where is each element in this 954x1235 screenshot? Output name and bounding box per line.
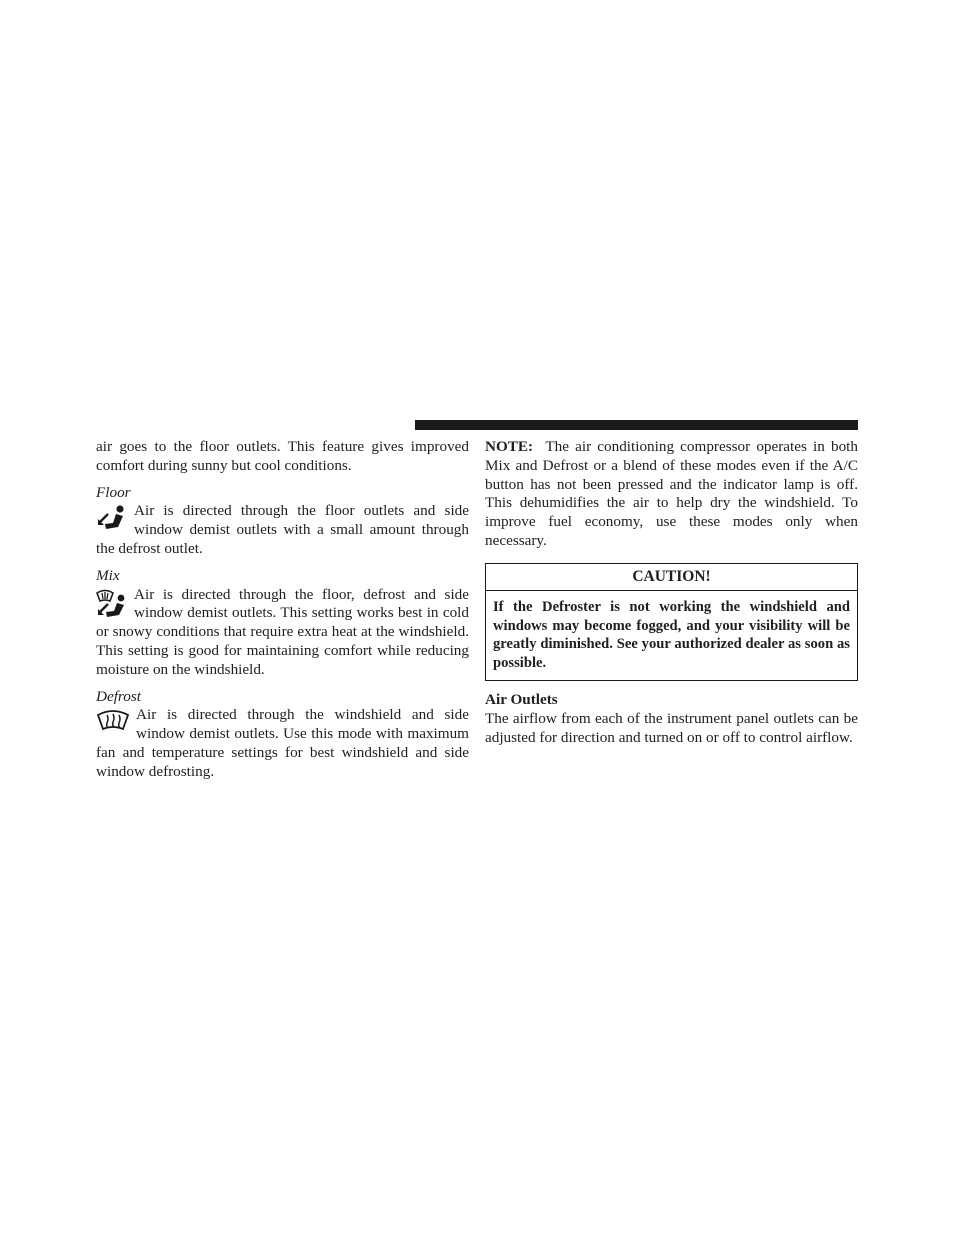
caution-title: CAUTION! [486, 564, 857, 591]
right-column [485, 438, 858, 747]
floor-mode-title: Floor [96, 483, 131, 501]
air-outlets-heading: Air Outlets [485, 690, 558, 708]
floor-mode-icon [96, 504, 128, 534]
caution-text: If the Defroster is not working the windshield and windows may become fogged, and your visibility will be greatly diminished. See your authorized dealer as soon as possible. [493, 598, 850, 672]
left-column [96, 438, 469, 782]
defrost-mode-text: Air is directed through the windshield and side window demist outlets. Use this mode with maximum fan and temperature settings for best windshield and side window defrosting. [96, 706, 469, 780]
floor-mode-block [96, 502, 469, 558]
caution-box [485, 563, 858, 681]
defrost-mode-title: Defrost [96, 687, 141, 705]
mix-mode-text: Air is directed through the floor, defrost and side window demist outlets. This setting works best in cold or snowy conditions that require extra heat at the windshield. This setting is good for maintaining comfort while reducing moisture on the windshield. [96, 585, 469, 678]
note-text: The air conditioning compressor operates in both Mix and Defrost or a blend of these modes even if the A/C button has not been pressed and the indicator lamp is off. This dehumidifies the air to help dry the windshield. To improve fuel economy, use these modes only when necessary. [485, 438, 858, 549]
air-outlets-text: The airflow from each of the instrument panel outlets can be adjusted for direction and turned on or off to control airflow. [485, 709, 858, 746]
note-label: NOTE: [485, 438, 534, 455]
defrost-mode-icon [96, 709, 130, 731]
mix-mode-block [96, 586, 469, 680]
floor-mode-text: Air is directed through the floor outlets and side window demist outlets with a small amount through the defrost outlet. [96, 502, 469, 557]
intro-paragraph: air goes to the floor outlets. This feature gives improved comfort during sunny but cool conditions. [96, 438, 469, 474]
header-bar [415, 420, 858, 430]
mix-mode-icon [96, 588, 128, 622]
mix-mode-title: Mix [96, 566, 120, 584]
note-paragraph [485, 438, 858, 551]
defrost-mode-block [96, 706, 469, 781]
